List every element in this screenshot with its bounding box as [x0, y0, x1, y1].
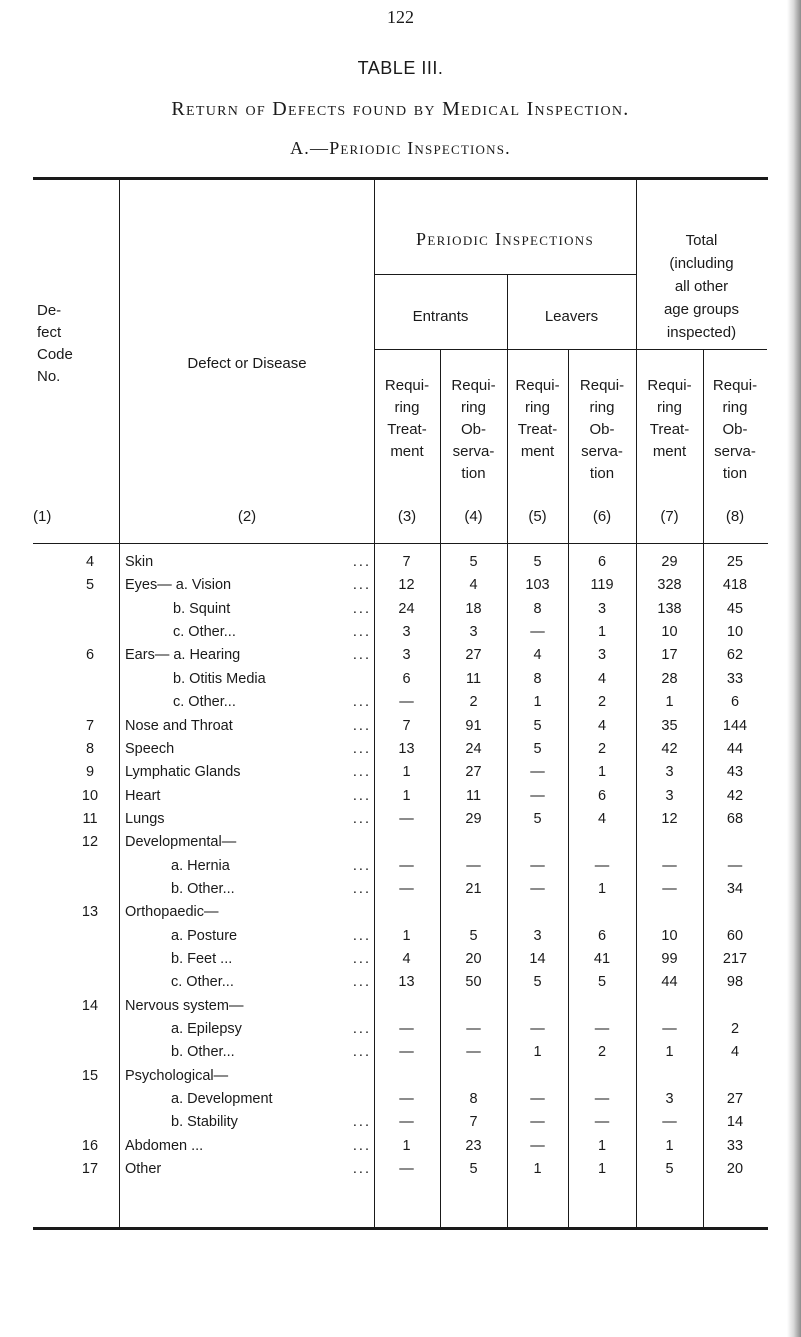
value-cell-col-3: —	[399, 880, 414, 897]
page-number: 122	[387, 7, 414, 27]
value-cell-col-7: 44	[661, 974, 678, 991]
defect-label: Eyes— a. Vision	[125, 577, 232, 594]
value-cell-col-5: 103	[525, 577, 550, 594]
value-cell-col-6: 3	[597, 647, 607, 664]
value-cell-col-4: 23	[465, 1137, 482, 1154]
header-defect-code-number: (1)	[33, 508, 52, 525]
header-col-3: Requi- ring Treat- ment	[384, 377, 430, 460]
defect-code: 12	[81, 834, 99, 851]
leader-dots: ...	[352, 974, 371, 991]
defect-code: 13	[81, 904, 99, 921]
header-col-5: Requi- ring Treat- ment	[515, 377, 560, 460]
value-cell-col-7: 138	[657, 600, 682, 617]
table-row	[0, 995, 801, 1018]
table-row	[0, 855, 801, 878]
value-cell-col-7: 99	[661, 951, 678, 967]
header-entrants: Entrants	[412, 308, 469, 325]
value-cell-col-3: —	[399, 1114, 414, 1131]
table-title: TABLE III.	[357, 58, 444, 78]
value-cell-col-4: 18	[465, 600, 482, 617]
value-cell-col-5: 5	[533, 554, 542, 570]
defect-label: Ears— a. Hearing	[125, 647, 241, 664]
leader-dots: ...	[352, 1137, 371, 1154]
value-cell-col-7: 3	[665, 787, 674, 804]
table-row	[0, 1018, 801, 1041]
defect-label: Nervous system—	[125, 997, 244, 1014]
value-cell-col-4: 91	[465, 717, 482, 734]
defect-label: Speech	[125, 740, 175, 757]
value-cell-col-7: 35	[661, 717, 678, 734]
defect-label: Lymphatic Glands	[125, 764, 241, 781]
defect-label: c. Other...	[173, 624, 236, 640]
defect-label: a. Hernia	[171, 857, 230, 874]
value-cell-col-3: 7	[402, 554, 411, 570]
value-cell-col-5: 8	[533, 600, 542, 617]
value-cell-col-5: 1	[533, 1044, 542, 1061]
value-cell-col-8: 98	[726, 974, 744, 991]
leader-dots: ...	[352, 927, 371, 944]
table-row	[0, 1135, 801, 1158]
defect-code: 14	[81, 997, 99, 1014]
value-cell-col-7: —	[662, 1114, 677, 1131]
table-row	[0, 948, 801, 971]
value-cell-col-7: 29	[661, 554, 678, 570]
value-cell-col-3: 1	[402, 764, 411, 781]
table-row	[0, 668, 801, 691]
defect-label: c. Other...	[171, 974, 234, 991]
value-cell-col-8: 42	[726, 787, 744, 804]
value-cell-col-4: 11	[465, 787, 482, 804]
defect-code: 15	[81, 1067, 99, 1084]
leader-dots: ...	[352, 810, 371, 827]
header-defect-disease: Defect or Disease	[187, 355, 307, 372]
defect-label: Developmental—	[125, 834, 237, 851]
value-cell-col-3: —	[399, 694, 414, 711]
value-cell-col-8: —	[727, 857, 743, 874]
value-cell-col-8: 44	[726, 740, 744, 757]
leader-dots: ...	[352, 857, 371, 874]
value-cell-col-8: 2	[730, 1021, 740, 1037]
value-cell-col-4: 50	[465, 974, 482, 991]
table-row	[0, 971, 801, 994]
value-cell-col-6: 2	[597, 1044, 607, 1061]
value-cell-col-3: —	[399, 1021, 414, 1037]
header-col-4: Requi- ring Ob- serva- tion	[451, 377, 496, 482]
value-cell-col-3: 4	[402, 951, 411, 967]
defect-label: Orthopaedic—	[125, 904, 219, 921]
value-cell-col-6: —	[594, 1021, 610, 1037]
value-cell-col-6: 4	[597, 670, 607, 687]
defect-label: b. Feet ...	[171, 951, 233, 967]
leader-dots: ...	[352, 647, 371, 664]
value-cell-col-4: 29	[465, 810, 482, 827]
value-cell-col-3: 1	[402, 1137, 411, 1154]
value-cell-col-8: 34	[726, 880, 744, 897]
table-bottom-rule	[33, 1227, 768, 1230]
leader-dots: ...	[352, 764, 371, 781]
value-cell-col-4: 5	[469, 1161, 478, 1178]
table-row	[0, 738, 801, 761]
value-cell-col-4: —	[466, 857, 481, 874]
leader-dots: ...	[352, 1044, 371, 1061]
value-cell-col-5: —	[530, 787, 545, 804]
value-cell-col-3: —	[399, 1091, 414, 1108]
value-cell-col-8: 418	[722, 577, 748, 594]
value-cell-col-6: 1	[597, 624, 607, 640]
value-cell-col-6: —	[594, 1114, 610, 1131]
value-cell-col-3: —	[399, 857, 414, 874]
value-cell-col-8: 4	[730, 1044, 740, 1061]
value-cell-col-7: 3	[665, 1091, 674, 1108]
header-defect-code: De- fect Code No.	[37, 302, 73, 385]
header-col-6-number: (6)	[592, 508, 612, 525]
value-cell-col-5: 3	[533, 927, 542, 944]
value-cell-col-7: 3	[665, 764, 674, 781]
value-cell-col-4: —	[466, 1044, 481, 1061]
value-cell-col-8: 6	[730, 694, 740, 711]
value-cell-col-8: 20	[726, 1161, 744, 1178]
value-cell-col-7: 10	[661, 927, 678, 944]
header-col-3-number: (3)	[397, 508, 417, 525]
table-row	[0, 1158, 801, 1181]
leader-dots: ...	[352, 717, 371, 734]
leader-dots: ...	[352, 554, 371, 570]
value-cell-col-7: 12	[661, 810, 678, 827]
value-cell-col-3: 1	[402, 927, 411, 944]
value-cell-col-3: 24	[398, 600, 415, 617]
value-cell-col-6: 6	[597, 554, 607, 570]
value-cell-col-3: —	[399, 1044, 414, 1061]
value-cell-col-3: 1	[402, 787, 411, 804]
value-cell-col-7: 17	[661, 647, 678, 664]
value-cell-col-8: 62	[726, 647, 744, 664]
defect-code: 16	[81, 1137, 99, 1154]
value-cell-col-4: 2	[469, 694, 478, 711]
defect-label: b. Otitis Media	[173, 670, 266, 687]
value-cell-col-6: 1	[597, 1161, 607, 1178]
leader-dots: ...	[352, 1021, 371, 1037]
table-row	[0, 551, 801, 574]
value-cell-col-4: 20	[465, 951, 482, 967]
value-cell-col-7: 328	[657, 577, 682, 594]
defect-label: a. Development	[171, 1091, 273, 1108]
value-cell-col-5: 5	[533, 810, 542, 827]
header-col-6: Requi- ring Ob- serva- tion	[579, 377, 625, 482]
value-cell-col-4: —	[466, 1021, 481, 1037]
defect-label: Psychological—	[125, 1067, 229, 1084]
value-cell-col-6: 4	[597, 717, 607, 734]
value-cell-col-6: 6	[597, 927, 607, 944]
leader-dots: ...	[352, 880, 371, 897]
leader-dots: ...	[352, 624, 371, 640]
value-cell-col-5: —	[530, 1137, 545, 1154]
value-cell-col-3: 13	[398, 740, 415, 757]
table-row	[0, 691, 801, 714]
defect-label: b. Stability	[171, 1114, 238, 1131]
defect-label: a. Posture	[171, 927, 238, 944]
value-cell-col-7: 1	[665, 694, 674, 711]
header-leavers: Leavers	[544, 308, 599, 325]
value-cell-col-8: 25	[726, 554, 744, 570]
value-cell-col-4: 21	[465, 880, 482, 897]
table-subtitle: Return of Defects found by Medical Inspection.	[171, 98, 630, 120]
value-cell-col-5: 8	[533, 670, 542, 687]
value-cell-col-8: 43	[726, 764, 744, 781]
value-cell-col-5: 5	[533, 717, 542, 734]
value-cell-col-5: —	[530, 764, 545, 781]
table-row	[0, 761, 801, 784]
value-cell-col-6: 1	[597, 880, 607, 897]
defect-label: b. Other...	[171, 1044, 235, 1061]
value-cell-col-6: 2	[597, 740, 607, 757]
leader-dots: ...	[352, 740, 371, 757]
defect-label: b. Other...	[171, 880, 235, 897]
table-row	[0, 808, 801, 831]
value-cell-col-6: 1	[597, 1137, 607, 1154]
value-cell-col-7: 5	[665, 1161, 674, 1178]
value-cell-col-3: 3	[402, 624, 411, 640]
value-cell-col-6: 3	[597, 600, 607, 617]
value-cell-col-8: 33	[726, 670, 744, 687]
value-cell-col-8: 68	[726, 810, 744, 827]
value-cell-col-6: 41	[593, 951, 611, 967]
periodic-group-rule	[374, 274, 636, 275]
defect-code: 17	[81, 1161, 99, 1178]
value-cell-col-8: 217	[722, 951, 748, 967]
header-col-7-number: (7)	[660, 508, 679, 525]
value-cell-col-4: 11	[465, 670, 482, 687]
defect-label: Nose and Throat	[125, 717, 233, 734]
table-row	[0, 1111, 801, 1134]
value-cell-col-6: 1	[597, 764, 607, 781]
value-cell-col-7: 1	[665, 1137, 674, 1154]
leader-dots: ...	[352, 951, 371, 967]
value-cell-col-6: 2	[597, 694, 607, 711]
value-cell-col-7: —	[662, 880, 677, 897]
value-cell-col-4: 8	[469, 1091, 478, 1108]
defect-code: 5	[85, 577, 95, 594]
value-cell-col-5: —	[530, 880, 545, 897]
value-cell-col-3: —	[399, 810, 414, 827]
leader-dots: ...	[352, 1114, 371, 1131]
table-row	[0, 644, 801, 667]
value-cell-col-6: 6	[597, 787, 607, 804]
value-cell-col-4: 5	[469, 554, 478, 570]
header-periodic-inspections: Periodic Inspections	[416, 229, 594, 249]
defect-label: b. Squint	[173, 600, 231, 617]
header-col-8-number: (8)	[725, 508, 745, 525]
value-cell-col-5: 5	[533, 740, 542, 757]
subgroup-rule	[374, 349, 767, 350]
value-cell-col-8: 45	[726, 600, 744, 617]
value-cell-col-5: 4	[533, 647, 542, 664]
value-cell-col-5: —	[530, 624, 545, 640]
defect-code: 4	[85, 554, 95, 570]
value-cell-col-3: 12	[398, 577, 415, 594]
value-cell-col-6: —	[594, 857, 610, 874]
value-cell-col-3: —	[399, 1161, 414, 1178]
value-cell-col-3: 7	[402, 717, 411, 734]
defect-label: Heart	[125, 787, 161, 804]
defect-code: 10	[81, 787, 99, 804]
value-cell-col-5: 14	[529, 951, 546, 967]
value-cell-col-5: 5	[533, 974, 542, 991]
table-row	[0, 1065, 801, 1088]
leader-dots: ...	[352, 600, 371, 617]
value-cell-col-4: 5	[469, 927, 478, 944]
value-cell-col-5: 1	[533, 1161, 542, 1178]
defect-code: 7	[85, 717, 95, 734]
table-row	[0, 715, 801, 738]
value-cell-col-4: 27	[465, 647, 482, 664]
header-col-8: Requi- ring Ob- serva- tion	[712, 377, 758, 482]
header-defect-disease-number: (2)	[237, 508, 257, 525]
defect-label: Lungs	[125, 810, 165, 827]
value-cell-col-3: 6	[402, 670, 411, 687]
table-row	[0, 785, 801, 808]
value-cell-col-5: —	[530, 1021, 545, 1037]
value-cell-col-7: 42	[661, 740, 678, 757]
table-row	[0, 1041, 801, 1064]
leader-dots: ...	[352, 577, 371, 594]
defect-code: 11	[82, 810, 98, 827]
value-cell-col-4: 27	[465, 764, 482, 781]
value-cell-col-5: —	[530, 1114, 545, 1131]
defect-label: Other	[125, 1161, 162, 1178]
value-cell-col-7: 28	[661, 670, 678, 687]
leader-dots: ...	[352, 1161, 371, 1178]
value-cell-col-8: 60	[726, 927, 744, 944]
value-cell-col-6: 5	[597, 974, 607, 991]
header-col-4-number: (4)	[464, 508, 483, 525]
value-cell-col-5: —	[530, 1091, 545, 1108]
value-cell-col-4: 4	[469, 577, 478, 594]
value-cell-col-8: 27	[726, 1091, 744, 1108]
table-row	[0, 901, 801, 924]
value-cell-col-7: —	[662, 1021, 677, 1037]
value-cell-col-8: 33	[726, 1137, 744, 1154]
value-cell-col-4: 24	[465, 740, 482, 757]
section-title: A.—Periodic Inspections.	[290, 138, 511, 158]
defect-label: c. Other...	[173, 694, 236, 711]
defect-code: 8	[85, 740, 95, 757]
value-cell-col-6: —	[594, 1091, 610, 1108]
value-cell-col-3: 13	[398, 974, 415, 991]
value-cell-col-7: 1	[665, 1044, 674, 1061]
value-cell-col-6: 4	[597, 810, 607, 827]
header-bottom-rule	[33, 543, 768, 544]
defect-label: a. Epilepsy	[171, 1021, 242, 1037]
value-cell-col-3: 3	[402, 647, 411, 664]
table-row	[0, 621, 801, 644]
leader-dots: ...	[352, 787, 371, 804]
defect-label: Abdomen ...	[125, 1137, 204, 1154]
header-col-7: Requi- ring Treat- ment	[647, 377, 692, 460]
header-total: Total (including all other age groups inspected)	[663, 232, 740, 341]
value-cell-col-8: 10	[726, 624, 744, 640]
leader-dots: ...	[352, 694, 371, 711]
value-cell-col-5: 1	[533, 694, 542, 711]
value-cell-col-6: 119	[590, 577, 614, 594]
defect-code: 9	[85, 764, 95, 781]
table-row	[0, 598, 801, 621]
value-cell-col-4: 3	[469, 624, 478, 640]
table-top-rule	[33, 177, 768, 180]
value-cell-col-4: 7	[469, 1114, 478, 1131]
value-cell-col-8: 14	[726, 1114, 744, 1131]
value-cell-col-5: —	[530, 857, 545, 874]
value-cell-col-7: —	[662, 857, 677, 874]
value-cell-col-7: 10	[661, 624, 678, 640]
table-row	[0, 574, 801, 597]
value-cell-col-8: 144	[722, 717, 748, 734]
defect-label: Skin	[125, 554, 154, 570]
header-col-5-number: (5)	[528, 508, 547, 525]
table-row	[0, 925, 801, 948]
table-row	[0, 831, 801, 854]
defect-code: 6	[85, 647, 95, 664]
table-row	[0, 878, 801, 901]
table-row	[0, 1088, 801, 1111]
